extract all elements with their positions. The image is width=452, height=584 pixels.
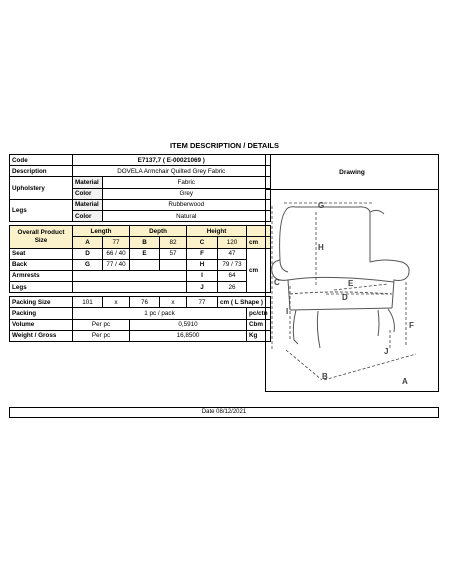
date-footer: Date 08/12/2021: [9, 407, 439, 418]
packing-size-v2: 76: [130, 297, 160, 308]
dim-c-letter: C: [187, 237, 218, 248]
volume-per: Per pc: [73, 319, 130, 330]
weight-row: [10, 330, 271, 341]
packing-size-v3: 77: [187, 297, 218, 308]
legs-color-value: Natural: [103, 210, 271, 221]
description-label: Description: [10, 166, 73, 177]
upholstery-material-label: Material: [73, 177, 103, 188]
packing-label: Packing: [10, 308, 73, 319]
packing-size-unit: cm ( L Shape ): [218, 297, 271, 308]
weight-per: Per pc: [73, 330, 130, 341]
weight-value: 16,8500: [130, 330, 247, 341]
dim-a-value: 77: [103, 237, 130, 248]
dim-j-letter: J: [187, 282, 218, 293]
packing-size-label: Packing Size: [10, 297, 73, 308]
letter-i: I: [286, 307, 289, 316]
drawing-header: Drawing: [265, 154, 439, 190]
letter-c: C: [274, 278, 280, 287]
letter-e: E: [348, 279, 354, 288]
volume-unit: Cbm: [247, 319, 271, 330]
upholstery-material-row: [10, 177, 271, 188]
dims-header-row: [10, 226, 271, 237]
dim-a-letter: A: [73, 237, 103, 248]
dim-unit-cm-2: cm: [247, 248, 271, 293]
weight-unit: Kg: [247, 330, 271, 341]
letter-f: F: [409, 321, 414, 330]
letter-h: H: [318, 243, 324, 252]
packing-size-x1: x: [103, 297, 130, 308]
legs-color-label: Color: [73, 210, 103, 221]
packing-size-v1: 101: [73, 297, 103, 308]
volume-row: [10, 319, 271, 330]
document-title: ITEM DESCRIPTION / DETAILS: [169, 141, 280, 150]
packing-unit: pc/ctn: [247, 308, 271, 319]
legs-label: Legs: [10, 282, 73, 293]
back-row: [10, 259, 271, 270]
volume-label: Volume: [10, 319, 73, 330]
legs-row: [10, 282, 271, 293]
description-row: [10, 166, 271, 177]
code-row: [10, 155, 271, 166]
overall-size-label: Overall Product Size: [10, 226, 73, 248]
dim-h-value: 79 / 73: [218, 259, 247, 270]
letter-d: D: [342, 293, 348, 302]
dim-f-letter: F: [187, 248, 218, 259]
dim-unit-cm: cm: [247, 237, 271, 248]
dim-b-letter: B: [130, 237, 160, 248]
upholstery-color-label: Color: [73, 188, 103, 199]
legs-material-label: Material: [73, 199, 103, 210]
dim-e-value: 57: [160, 248, 187, 259]
spec-table: [9, 154, 271, 342]
drawing-box: [265, 189, 439, 392]
code-label: Code: [10, 155, 73, 166]
sheet-title-bar: [9, 140, 440, 152]
letter-g: G: [318, 201, 325, 210]
back-label: Back: [10, 259, 73, 270]
dim-f-value: 47: [218, 248, 247, 259]
dimension-lines: [272, 203, 416, 380]
dim-c-value: 120: [218, 237, 247, 248]
dim-i-value: 64: [218, 270, 247, 281]
description-value: DOVELA Armchair Quilted Grey Fabric: [73, 166, 271, 177]
legs-material-row: [10, 199, 271, 210]
armchair-illustration: [272, 207, 409, 348]
packing-value: 1 pc / pack: [73, 308, 247, 319]
packing-size-row: [10, 297, 271, 308]
dim-j-value: 26: [218, 282, 247, 293]
length-header: Length: [73, 226, 130, 237]
dim-g-value: 77 / 40: [103, 259, 130, 270]
legs-spec-label: Legs: [10, 199, 73, 221]
armrests-row: [10, 270, 271, 281]
packing-size-x2: x: [160, 297, 187, 308]
height-header: Height: [187, 226, 247, 237]
armchair-drawing: [266, 190, 438, 391]
dim-i-letter: I: [187, 270, 218, 281]
dim-d-letter: D: [73, 248, 103, 259]
letter-b: B: [322, 372, 328, 381]
depth-header: Depth: [130, 226, 187, 237]
upholstery-color-value: Grey: [103, 188, 271, 199]
packing-row: [10, 308, 271, 319]
seat-row: [10, 248, 271, 259]
code-value: E7137,7 ( E-00021069 ): [73, 155, 271, 166]
dim-g-letter: G: [73, 259, 103, 270]
weight-label: Weight / Gross: [10, 330, 73, 341]
legs-material-value: Rubberwood: [103, 199, 271, 210]
letter-j: J: [384, 347, 389, 356]
seat-label: Seat: [10, 248, 73, 259]
dim-d-value: 66 / 40: [103, 248, 130, 259]
dim-e-letter: E: [130, 248, 160, 259]
volume-value: 0,5910: [130, 319, 247, 330]
upholstery-label: Upholstery: [10, 177, 73, 199]
letter-a: A: [402, 377, 408, 386]
armrests-label: Armrests: [10, 270, 73, 281]
dim-h-letter: H: [187, 259, 218, 270]
dim-b-value: 82: [160, 237, 187, 248]
upholstery-material-value: Fabric: [103, 177, 271, 188]
